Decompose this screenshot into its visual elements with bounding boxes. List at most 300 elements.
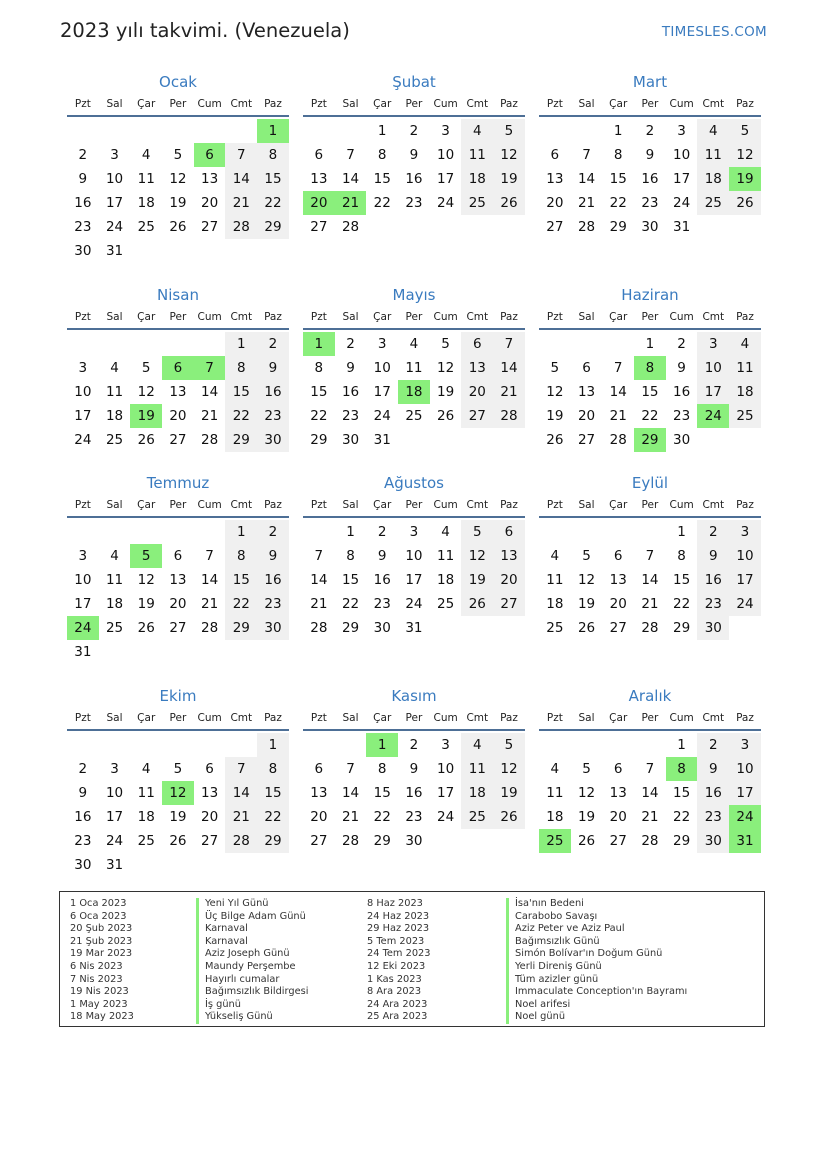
day-cell[interactable]: 17 — [105, 809, 124, 825]
day-cell[interactable]: 25 — [546, 620, 564, 636]
weekend-day-cell[interactable]: 16 — [257, 568, 289, 592]
day-cell[interactable]: 27 — [609, 620, 627, 636]
weekend-day-cell[interactable]: 11 — [729, 356, 761, 380]
day-cell[interactable]: 10 — [105, 785, 124, 801]
weekend-day-cell[interactable]: 4 — [729, 332, 761, 356]
day-cell[interactable]: 27 — [169, 620, 187, 636]
day-cell[interactable]: 8 — [314, 360, 324, 376]
day-cell[interactable]: 28 — [310, 620, 328, 636]
weekend-day-cell[interactable]: 12 — [493, 757, 525, 781]
day-cell[interactable]: 4 — [141, 147, 151, 163]
weekend-day-cell[interactable]: 8 — [225, 356, 257, 380]
weekend-day-cell[interactable]: 2 — [257, 520, 289, 544]
day-cell[interactable]: 28 — [641, 620, 659, 636]
day-cell[interactable]: 22 — [341, 596, 360, 612]
day-cell[interactable]: 18 — [437, 572, 455, 588]
day-cell[interactable]: 4 — [441, 524, 450, 540]
weekend-day-cell[interactable]: 12 — [461, 544, 493, 568]
weekend-day-cell[interactable]: 27 — [493, 592, 525, 616]
holiday-day-cell[interactable]: 19 — [729, 167, 761, 191]
weekend-day-cell[interactable]: 11 — [461, 143, 493, 167]
day-cell[interactable]: 1 — [645, 336, 655, 352]
day-cell[interactable]: 25 — [137, 833, 155, 849]
weekend-day-cell[interactable]: 3 — [697, 332, 729, 356]
day-cell[interactable]: 12 — [577, 785, 596, 801]
weekend-day-cell[interactable]: 22 — [257, 805, 289, 829]
day-cell[interactable]: 31 — [105, 243, 124, 259]
holiday-day-cell[interactable]: 8 — [666, 757, 698, 781]
day-cell[interactable]: 28 — [201, 620, 219, 636]
day-cell[interactable]: 21 — [641, 596, 659, 612]
day-cell[interactable]: 28 — [341, 833, 360, 849]
weekend-day-cell[interactable]: 7 — [225, 757, 257, 781]
weekend-day-cell[interactable]: 5 — [493, 119, 525, 143]
weekend-day-cell[interactable]: 1 — [225, 520, 257, 544]
day-cell[interactable]: 6 — [173, 548, 183, 564]
day-cell[interactable]: 13 — [169, 572, 187, 588]
day-cell[interactable]: 31 — [74, 644, 92, 660]
day-cell[interactable]: 13 — [310, 171, 328, 187]
day-cell[interactable]: 2 — [645, 123, 655, 139]
weekend-day-cell[interactable]: 20 — [493, 568, 525, 592]
weekend-day-cell[interactable]: 1 — [257, 733, 289, 757]
weekend-day-cell[interactable]: 26 — [493, 805, 525, 829]
day-cell[interactable]: 21 — [310, 596, 328, 612]
day-cell[interactable]: 1 — [677, 524, 686, 540]
weekend-day-cell[interactable]: 28 — [225, 215, 257, 239]
day-cell[interactable]: 4 — [550, 548, 560, 564]
day-cell[interactable]: 5 — [141, 360, 151, 376]
weekend-day-cell[interactable]: 20 — [461, 380, 493, 404]
day-cell[interactable]: 30 — [673, 432, 691, 448]
day-cell[interactable]: 11 — [405, 360, 423, 376]
holiday-day-cell[interactable]: 1 — [257, 119, 289, 143]
weekend-day-cell[interactable]: 8 — [225, 544, 257, 568]
day-cell[interactable]: 2 — [78, 147, 88, 163]
day-cell[interactable]: 13 — [201, 171, 219, 187]
weekend-day-cell[interactable]: 18 — [729, 380, 761, 404]
day-cell[interactable]: 27 — [201, 833, 219, 849]
day-cell[interactable]: 9 — [346, 360, 355, 376]
day-cell[interactable]: 25 — [137, 219, 155, 235]
day-cell[interactable]: 3 — [677, 123, 686, 139]
holiday-day-cell[interactable]: 6 — [194, 143, 226, 167]
day-cell[interactable]: 13 — [546, 171, 564, 187]
weekend-day-cell[interactable]: 9 — [697, 757, 729, 781]
day-cell[interactable]: 20 — [169, 596, 187, 612]
weekend-day-cell[interactable]: 13 — [461, 356, 493, 380]
weekend-day-cell[interactable]: 28 — [225, 829, 257, 853]
day-cell[interactable]: 31 — [373, 432, 391, 448]
day-cell[interactable]: 3 — [441, 123, 450, 139]
day-cell[interactable]: 16 — [641, 171, 659, 187]
weekend-day-cell[interactable]: 29 — [257, 215, 289, 239]
day-cell[interactable]: 3 — [409, 524, 419, 540]
day-cell[interactable]: 11 — [546, 785, 564, 801]
day-cell[interactable]: 7 — [346, 147, 355, 163]
day-cell[interactable]: 10 — [437, 761, 455, 777]
day-cell[interactable]: 29 — [341, 620, 360, 636]
day-cell[interactable]: 15 — [373, 171, 391, 187]
day-cell[interactable]: 25 — [437, 596, 455, 612]
day-cell[interactable]: 11 — [137, 171, 155, 187]
day-cell[interactable]: 19 — [577, 596, 596, 612]
day-cell[interactable]: 15 — [310, 384, 328, 400]
holiday-day-cell[interactable]: 21 — [335, 191, 367, 215]
weekend-day-cell[interactable]: 23 — [257, 592, 289, 616]
day-cell[interactable]: 8 — [377, 761, 387, 777]
day-cell[interactable]: 12 — [137, 384, 155, 400]
day-cell[interactable]: 1 — [377, 123, 387, 139]
holiday-day-cell[interactable]: 31 — [729, 829, 761, 853]
day-cell[interactable]: 7 — [314, 548, 324, 564]
weekend-day-cell[interactable]: 22 — [257, 191, 289, 215]
day-cell[interactable]: 9 — [409, 147, 419, 163]
weekend-day-cell[interactable]: 26 — [461, 592, 493, 616]
weekend-day-cell[interactable]: 5 — [493, 733, 525, 757]
weekend-day-cell[interactable]: 25 — [461, 805, 493, 829]
day-cell[interactable]: 11 — [137, 785, 155, 801]
weekend-day-cell[interactable]: 7 — [225, 143, 257, 167]
weekend-day-cell[interactable]: 24 — [729, 592, 761, 616]
day-cell[interactable]: 3 — [78, 548, 88, 564]
day-cell[interactable]: 6 — [613, 761, 623, 777]
weekend-day-cell[interactable]: 1 — [225, 332, 257, 356]
holiday-day-cell[interactable]: 18 — [398, 380, 430, 404]
weekend-day-cell[interactable]: 26 — [493, 191, 525, 215]
day-cell[interactable]: 22 — [673, 809, 691, 825]
day-cell[interactable]: 23 — [673, 408, 691, 424]
day-cell[interactable]: 3 — [110, 147, 119, 163]
holiday-day-cell[interactable]: 7 — [194, 356, 226, 380]
day-cell[interactable]: 3 — [441, 737, 450, 753]
day-cell[interactable]: 11 — [546, 572, 564, 588]
holiday-day-cell[interactable]: 24 — [67, 616, 99, 640]
day-cell[interactable]: 8 — [377, 147, 387, 163]
weekend-day-cell[interactable]: 27 — [461, 404, 493, 428]
day-cell[interactable]: 28 — [577, 219, 596, 235]
holiday-day-cell[interactable]: 6 — [162, 356, 194, 380]
day-cell[interactable]: 26 — [437, 408, 455, 424]
day-cell[interactable]: 9 — [677, 360, 686, 376]
day-cell[interactable]: 15 — [341, 572, 360, 588]
day-cell[interactable]: 4 — [110, 360, 119, 376]
day-cell[interactable]: 5 — [582, 548, 591, 564]
holiday-day-cell[interactable]: 1 — [366, 733, 398, 757]
day-cell[interactable]: 24 — [405, 596, 423, 612]
day-cell[interactable]: 16 — [373, 572, 391, 588]
day-cell[interactable]: 28 — [641, 833, 659, 849]
day-cell[interactable]: 23 — [341, 408, 360, 424]
day-cell[interactable]: 18 — [546, 596, 564, 612]
holiday-day-cell[interactable]: 29 — [634, 428, 666, 452]
weekend-day-cell[interactable]: 30 — [697, 616, 729, 640]
weekend-day-cell[interactable]: 17 — [729, 568, 761, 592]
day-cell[interactable]: 23 — [405, 809, 423, 825]
day-cell[interactable]: 14 — [577, 171, 596, 187]
holiday-day-cell[interactable]: 20 — [303, 191, 335, 215]
weekend-day-cell[interactable]: 8 — [257, 143, 289, 167]
day-cell[interactable]: 25 — [405, 408, 423, 424]
day-cell[interactable]: 14 — [341, 171, 360, 187]
weekend-day-cell[interactable]: 5 — [461, 520, 493, 544]
weekend-day-cell[interactable]: 15 — [225, 380, 257, 404]
day-cell[interactable]: 28 — [341, 219, 360, 235]
day-cell[interactable]: 27 — [609, 833, 627, 849]
day-cell[interactable]: 6 — [314, 761, 324, 777]
day-cell[interactable]: 24 — [74, 432, 92, 448]
day-cell[interactable]: 20 — [310, 809, 328, 825]
weekend-day-cell[interactable]: 25 — [697, 191, 729, 215]
weekend-day-cell[interactable]: 3 — [729, 733, 761, 757]
holiday-day-cell[interactable]: 24 — [729, 805, 761, 829]
day-cell[interactable]: 3 — [110, 761, 119, 777]
day-cell[interactable]: 19 — [169, 195, 187, 211]
weekend-day-cell[interactable]: 10 — [729, 544, 761, 568]
day-cell[interactable]: 12 — [577, 572, 596, 588]
weekend-day-cell[interactable]: 23 — [257, 404, 289, 428]
day-cell[interactable]: 12 — [437, 360, 455, 376]
weekend-day-cell[interactable]: 23 — [697, 805, 729, 829]
day-cell[interactable]: 23 — [373, 596, 391, 612]
day-cell[interactable]: 5 — [173, 761, 183, 777]
day-cell[interactable]: 30 — [373, 620, 391, 636]
weekend-day-cell[interactable]: 16 — [697, 568, 729, 592]
day-cell[interactable]: 9 — [409, 761, 419, 777]
weekend-day-cell[interactable]: 30 — [257, 616, 289, 640]
day-cell[interactable]: 1 — [677, 737, 686, 753]
weekend-day-cell[interactable]: 2 — [697, 733, 729, 757]
day-cell[interactable]: 2 — [377, 524, 387, 540]
weekend-day-cell[interactable]: 18 — [461, 781, 493, 805]
day-cell[interactable]: 17 — [405, 572, 423, 588]
weekend-day-cell[interactable]: 4 — [697, 119, 729, 143]
day-cell[interactable]: 18 — [137, 195, 155, 211]
day-cell[interactable]: 4 — [409, 336, 419, 352]
day-cell[interactable]: 14 — [641, 785, 659, 801]
weekend-day-cell[interactable]: 4 — [461, 733, 493, 757]
holiday-day-cell[interactable]: 5 — [130, 544, 162, 568]
day-cell[interactable]: 10 — [673, 147, 691, 163]
day-cell[interactable]: 7 — [205, 548, 214, 564]
weekend-day-cell[interactable]: 6 — [461, 332, 493, 356]
day-cell[interactable]: 31 — [405, 620, 423, 636]
weekend-day-cell[interactable]: 23 — [697, 592, 729, 616]
day-cell[interactable]: 3 — [78, 360, 88, 376]
day-cell[interactable]: 30 — [341, 432, 360, 448]
day-cell[interactable]: 31 — [105, 857, 124, 873]
weekend-day-cell[interactable]: 8 — [257, 757, 289, 781]
day-cell[interactable]: 30 — [74, 857, 92, 873]
day-cell[interactable]: 24 — [437, 195, 455, 211]
day-cell[interactable]: 15 — [641, 384, 659, 400]
day-cell[interactable]: 7 — [645, 761, 655, 777]
day-cell[interactable]: 17 — [437, 785, 455, 801]
day-cell[interactable]: 29 — [609, 219, 627, 235]
day-cell[interactable]: 9 — [645, 147, 655, 163]
weekend-day-cell[interactable]: 18 — [697, 167, 729, 191]
day-cell[interactable]: 22 — [673, 596, 691, 612]
day-cell[interactable]: 13 — [577, 384, 596, 400]
weekend-day-cell[interactable]: 12 — [493, 143, 525, 167]
day-cell[interactable]: 26 — [169, 833, 187, 849]
weekend-day-cell[interactable]: 25 — [461, 191, 493, 215]
day-cell[interactable]: 18 — [105, 408, 124, 424]
day-cell[interactable]: 18 — [105, 596, 124, 612]
weekend-day-cell[interactable]: 22 — [225, 592, 257, 616]
day-cell[interactable]: 16 — [74, 809, 92, 825]
weekend-day-cell[interactable]: 19 — [461, 568, 493, 592]
day-cell[interactable]: 27 — [546, 219, 564, 235]
day-cell[interactable]: 17 — [373, 384, 391, 400]
weekend-day-cell[interactable]: 11 — [697, 143, 729, 167]
day-cell[interactable]: 17 — [74, 408, 92, 424]
weekend-day-cell[interactable]: 21 — [493, 380, 525, 404]
day-cell[interactable]: 20 — [577, 408, 596, 424]
day-cell[interactable]: 6 — [613, 548, 623, 564]
day-cell[interactable]: 15 — [373, 785, 391, 801]
weekend-day-cell[interactable]: 15 — [257, 781, 289, 805]
weekend-day-cell[interactable]: 29 — [225, 616, 257, 640]
weekend-day-cell[interactable]: 15 — [225, 568, 257, 592]
day-cell[interactable]: 17 — [673, 171, 691, 187]
day-cell[interactable]: 11 — [437, 548, 455, 564]
day-cell[interactable]: 24 — [105, 219, 124, 235]
day-cell[interactable]: 7 — [613, 360, 623, 376]
day-cell[interactable]: 27 — [310, 219, 328, 235]
day-cell[interactable]: 18 — [546, 809, 564, 825]
day-cell[interactable]: 21 — [609, 408, 627, 424]
day-cell[interactable]: 22 — [310, 408, 328, 424]
day-cell[interactable]: 12 — [546, 384, 564, 400]
day-cell[interactable]: 20 — [169, 408, 187, 424]
weekend-day-cell[interactable]: 2 — [697, 520, 729, 544]
weekend-day-cell[interactable]: 10 — [697, 356, 729, 380]
day-cell[interactable]: 26 — [577, 620, 596, 636]
day-cell[interactable]: 10 — [105, 171, 124, 187]
day-cell[interactable]: 8 — [613, 147, 623, 163]
weekend-day-cell[interactable]: 3 — [729, 520, 761, 544]
day-cell[interactable]: 26 — [169, 219, 187, 235]
day-cell[interactable]: 8 — [346, 548, 355, 564]
day-cell[interactable]: 1 — [346, 524, 355, 540]
day-cell[interactable]: 20 — [546, 195, 564, 211]
day-cell[interactable]: 23 — [74, 219, 92, 235]
day-cell[interactable]: 24 — [373, 408, 391, 424]
weekend-day-cell[interactable]: 5 — [729, 119, 761, 143]
day-cell[interactable]: 27 — [577, 432, 596, 448]
weekend-day-cell[interactable]: 17 — [697, 380, 729, 404]
day-cell[interactable]: 7 — [346, 761, 355, 777]
day-cell[interactable]: 17 — [105, 195, 124, 211]
day-cell[interactable]: 23 — [74, 833, 92, 849]
day-cell[interactable]: 13 — [310, 785, 328, 801]
day-cell[interactable]: 14 — [201, 572, 219, 588]
weekend-day-cell[interactable]: 21 — [225, 805, 257, 829]
day-cell[interactable]: 9 — [78, 171, 88, 187]
day-cell[interactable]: 19 — [137, 596, 155, 612]
weekend-day-cell[interactable]: 19 — [493, 781, 525, 805]
day-cell[interactable]: 25 — [105, 620, 124, 636]
weekend-day-cell[interactable]: 11 — [461, 757, 493, 781]
weekend-day-cell[interactable]: 22 — [225, 404, 257, 428]
weekend-day-cell[interactable]: 12 — [729, 143, 761, 167]
holiday-day-cell[interactable]: 24 — [697, 404, 729, 428]
weekend-day-cell[interactable]: 6 — [493, 520, 525, 544]
weekend-day-cell[interactable]: 16 — [697, 781, 729, 805]
day-cell[interactable]: 20 — [201, 195, 219, 211]
day-cell[interactable]: 16 — [405, 171, 423, 187]
weekend-day-cell[interactable]: 18 — [461, 167, 493, 191]
day-cell[interactable]: 7 — [582, 147, 591, 163]
weekend-day-cell[interactable]: 17 — [729, 781, 761, 805]
day-cell[interactable]: 24 — [437, 809, 455, 825]
day-cell[interactable]: 29 — [673, 833, 691, 849]
day-cell[interactable]: 6 — [205, 761, 214, 777]
day-cell[interactable]: 19 — [169, 809, 187, 825]
day-cell[interactable]: 2 — [78, 761, 88, 777]
day-cell[interactable]: 17 — [437, 171, 455, 187]
day-cell[interactable]: 23 — [641, 195, 659, 211]
day-cell[interactable]: 12 — [137, 572, 155, 588]
day-cell[interactable]: 2 — [409, 123, 419, 139]
weekend-day-cell[interactable]: 2 — [257, 332, 289, 356]
day-cell[interactable]: 30 — [641, 219, 659, 235]
weekend-day-cell[interactable]: 26 — [729, 191, 761, 215]
day-cell[interactable]: 14 — [609, 384, 627, 400]
day-cell[interactable]: 23 — [405, 195, 423, 211]
holiday-day-cell[interactable]: 25 — [539, 829, 571, 853]
day-cell[interactable]: 30 — [74, 243, 92, 259]
day-cell[interactable]: 14 — [201, 384, 219, 400]
day-cell[interactable]: 20 — [201, 809, 219, 825]
day-cell[interactable]: 31 — [673, 219, 691, 235]
day-cell[interactable]: 4 — [550, 761, 560, 777]
day-cell[interactable]: 29 — [310, 432, 328, 448]
day-cell[interactable]: 21 — [201, 596, 219, 612]
day-cell[interactable]: 24 — [105, 833, 124, 849]
weekend-day-cell[interactable]: 30 — [697, 829, 729, 853]
day-cell[interactable]: 30 — [405, 833, 423, 849]
day-cell[interactable]: 16 — [673, 384, 691, 400]
day-cell[interactable]: 15 — [673, 785, 691, 801]
day-cell[interactable]: 4 — [141, 761, 151, 777]
weekend-day-cell[interactable]: 10 — [729, 757, 761, 781]
day-cell[interactable]: 21 — [201, 408, 219, 424]
day-cell[interactable]: 22 — [609, 195, 627, 211]
weekend-day-cell[interactable]: 14 — [225, 167, 257, 191]
weekend-day-cell[interactable]: 29 — [225, 428, 257, 452]
weekend-day-cell[interactable]: 9 — [257, 356, 289, 380]
day-cell[interactable]: 22 — [373, 809, 391, 825]
weekend-day-cell[interactable]: 9 — [697, 544, 729, 568]
day-cell[interactable]: 26 — [546, 432, 564, 448]
day-cell[interactable]: 16 — [74, 195, 92, 211]
day-cell[interactable]: 16 — [405, 785, 423, 801]
weekend-day-cell[interactable]: 9 — [257, 544, 289, 568]
day-cell[interactable]: 20 — [609, 809, 627, 825]
day-cell[interactable]: 2 — [409, 737, 419, 753]
day-cell[interactable]: 21 — [341, 809, 360, 825]
day-cell[interactable]: 6 — [550, 147, 560, 163]
day-cell[interactable]: 24 — [673, 195, 691, 211]
day-cell[interactable]: 10 — [437, 147, 455, 163]
holiday-day-cell[interactable]: 12 — [162, 781, 194, 805]
day-cell[interactable]: 26 — [137, 620, 155, 636]
day-cell[interactable]: 13 — [609, 785, 627, 801]
day-cell[interactable]: 2 — [677, 336, 686, 352]
holiday-day-cell[interactable]: 1 — [303, 332, 335, 356]
